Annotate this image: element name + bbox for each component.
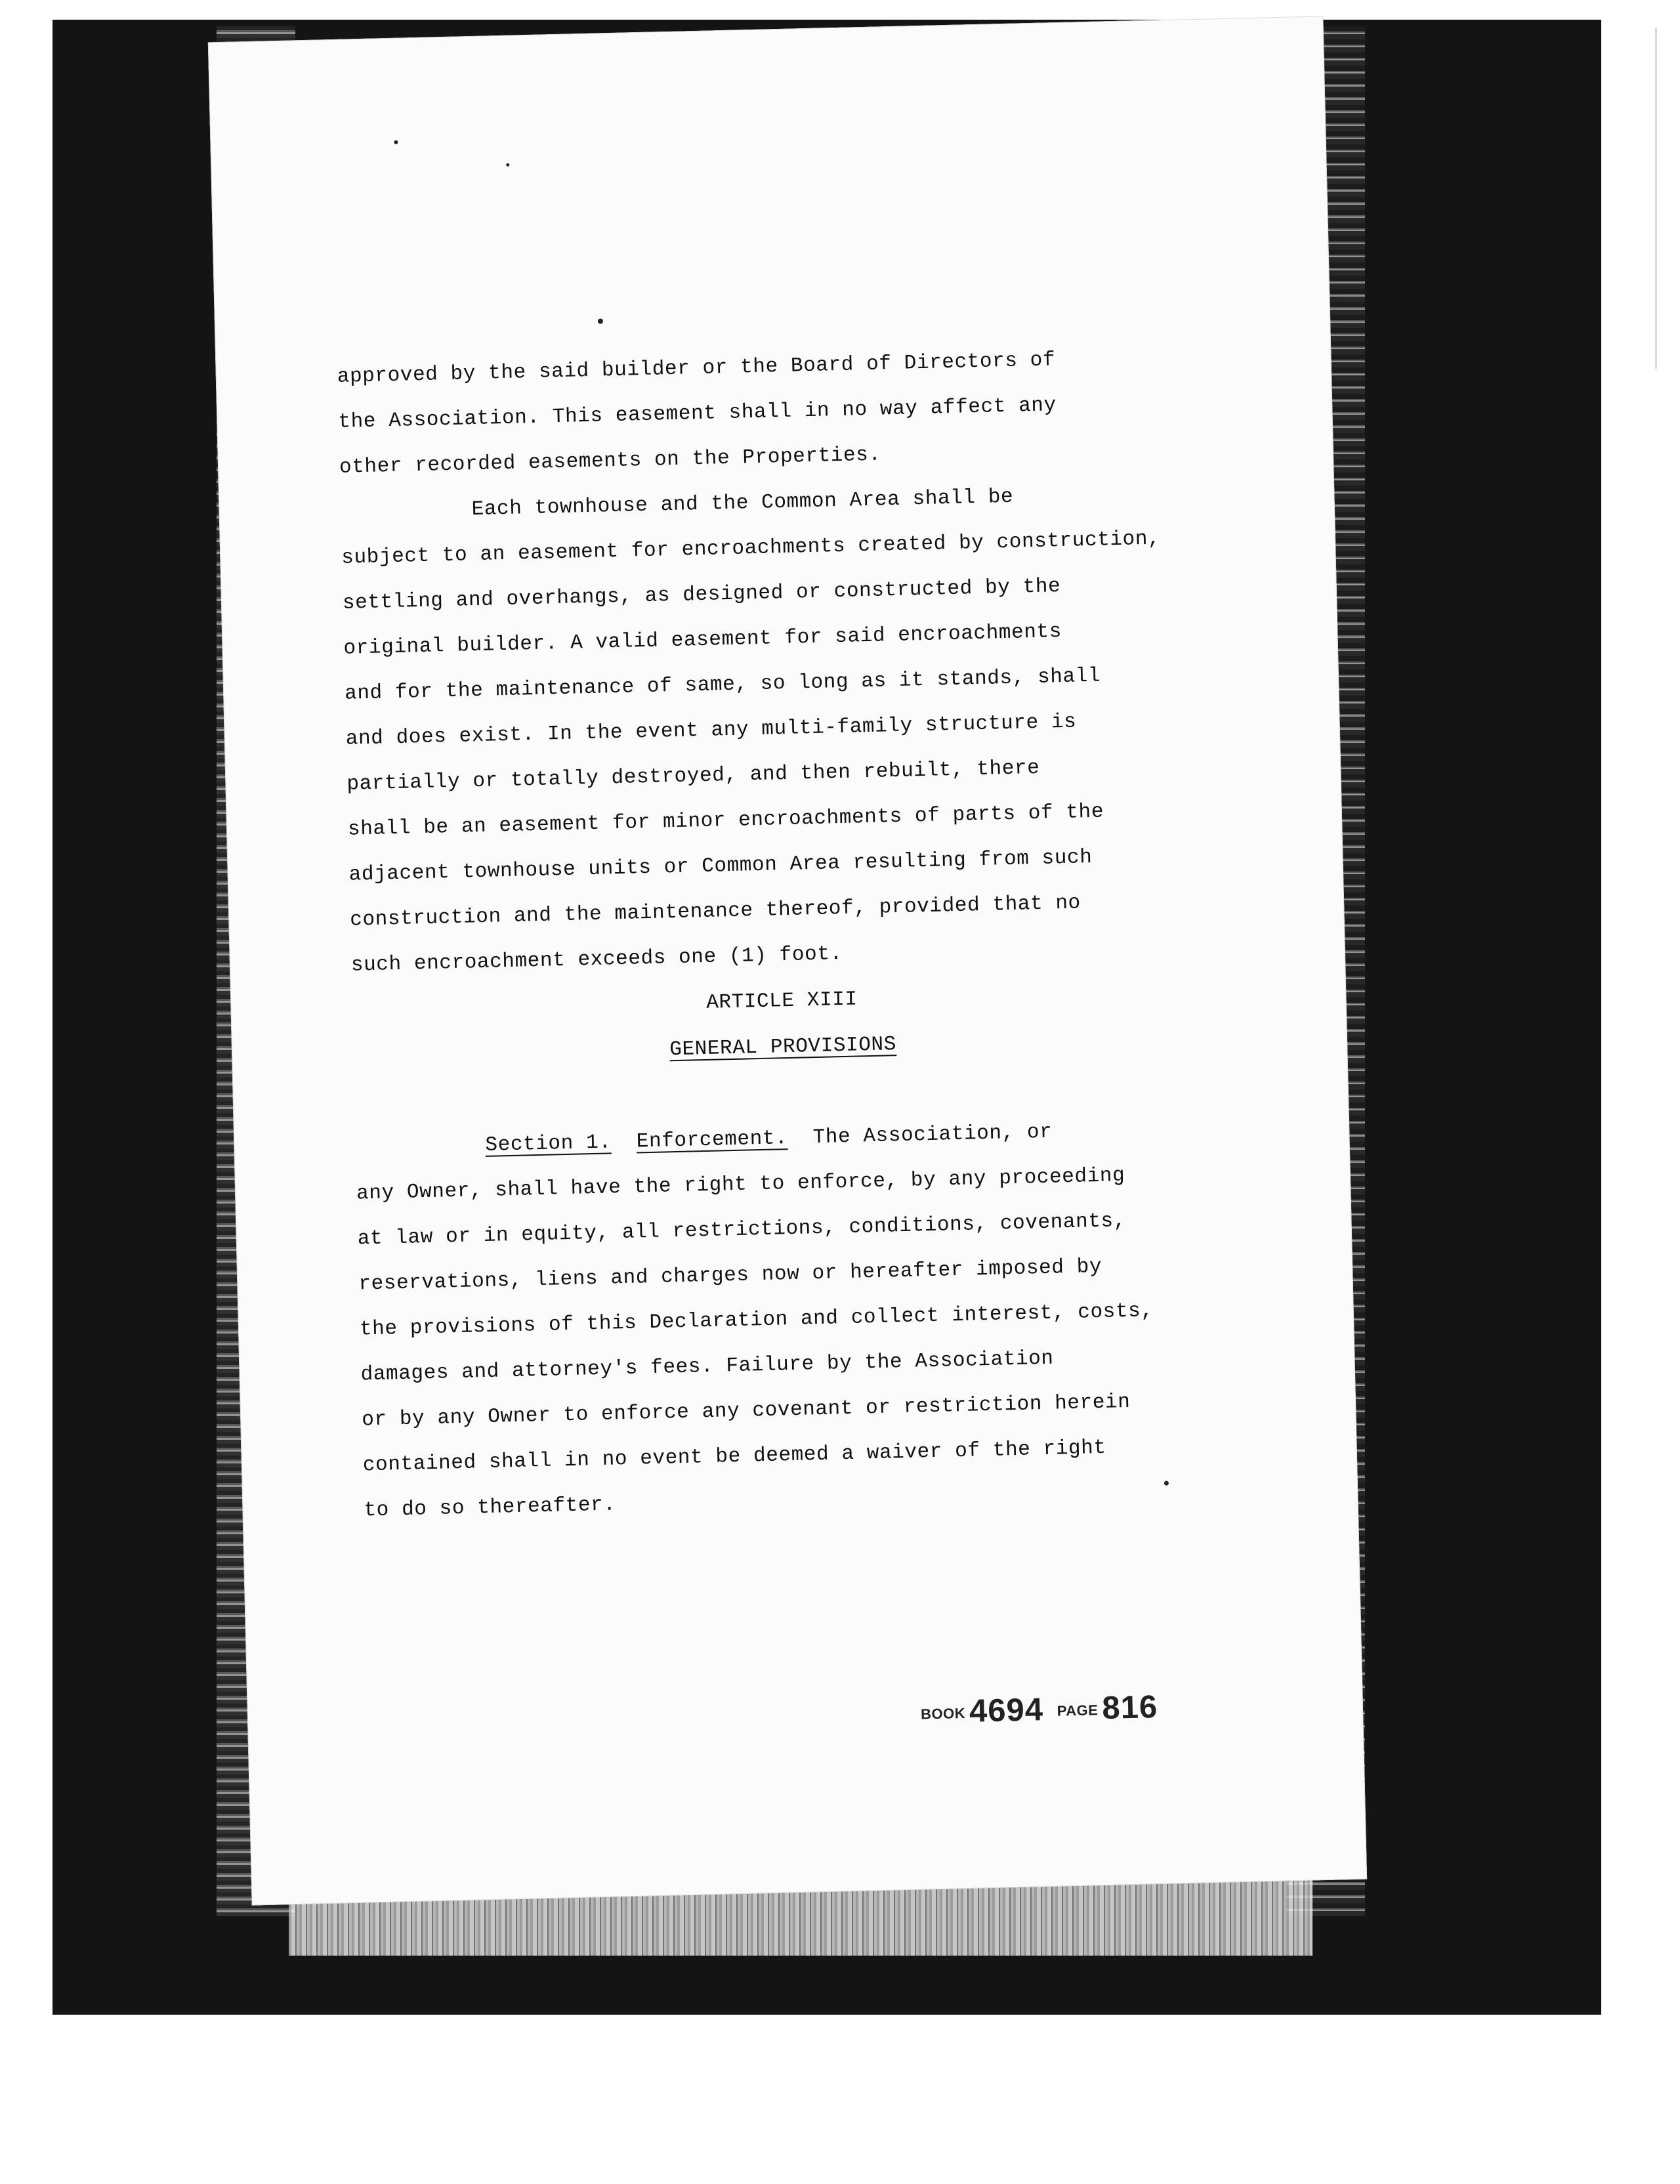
paragraph-line: such encroachment exceeds one (1) foot. bbox=[350, 942, 843, 977]
section-line: the provisions of this Declaration and collect interest, costs, bbox=[359, 1299, 1154, 1341]
paragraph-line: and does exist. In the event any multi-family structure is bbox=[345, 710, 1077, 751]
page-number: 816 bbox=[1101, 1689, 1158, 1727]
ink-dot bbox=[598, 318, 603, 324]
paragraph-line: the Association. This easement shall in no way affect any bbox=[338, 394, 1057, 434]
paragraph-line: original builder. A valid easement for said encroachments bbox=[343, 620, 1062, 660]
book-page-stamp bbox=[916, 1689, 1158, 1731]
document-content bbox=[337, 334, 1224, 1533]
ink-dot bbox=[394, 140, 398, 144]
section-line: any Owner, shall have the right to enforce, by any proceeding bbox=[356, 1164, 1125, 1206]
paragraph-line: subject to an easement for encroachments created by construction, bbox=[341, 527, 1161, 570]
section-title: Enforcement. bbox=[636, 1127, 788, 1154]
section-line: contained shall in no event be deemed a waiver of the right bbox=[362, 1436, 1107, 1477]
paragraph-line: partially or totally destroyed, and then rebuilt, there bbox=[346, 756, 1040, 796]
paragraph-line: settling and overhangs, as designed or constructed by the bbox=[342, 575, 1061, 615]
paragraph-line: other recorded easements on the Properties. bbox=[339, 443, 882, 479]
section-line: to do so thereafter. bbox=[364, 1493, 616, 1522]
book-label: BOOK bbox=[920, 1704, 966, 1723]
ink-dot bbox=[506, 163, 509, 167]
page-label: PAGE bbox=[1057, 1702, 1099, 1719]
article-number: ARTICLE XIII bbox=[705, 988, 858, 1015]
paragraph-line: adjacent townhouse units or Common Area resulting from such bbox=[348, 846, 1093, 887]
document-page bbox=[208, 16, 1367, 1905]
section-line: damages and attorney's fees. Failure by the Association bbox=[360, 1347, 1054, 1387]
section-label: Section 1. bbox=[485, 1131, 612, 1157]
book-number: 4694 bbox=[969, 1692, 1044, 1729]
paragraph-line: and for the maintenance of same, so long as it stands, shall bbox=[344, 664, 1101, 705]
paragraph-line: construction and the maintenance thereof, provided that no bbox=[349, 891, 1082, 932]
paragraph-line: shall be an easement for minor encroachments of parts of the bbox=[347, 800, 1104, 841]
section-intro: The Association, or bbox=[812, 1120, 1053, 1150]
section-line: reservations, liens and charges now or hereafter imposed by bbox=[358, 1255, 1102, 1296]
paragraph-line: Each townhouse and the Common Area shall be bbox=[471, 485, 1014, 522]
section-line: or by any Owner to enforce any covenant or restriction herein bbox=[361, 1390, 1131, 1432]
paragraph-line: approved by the said builder or the Board of Directors of bbox=[337, 348, 1056, 388]
section-line: at law or in equity, all restrictions, conditions, covenants, bbox=[357, 1209, 1127, 1251]
right-edge-line bbox=[1655, 28, 1657, 369]
article-title: GENERAL PROVISIONS bbox=[669, 1033, 897, 1062]
